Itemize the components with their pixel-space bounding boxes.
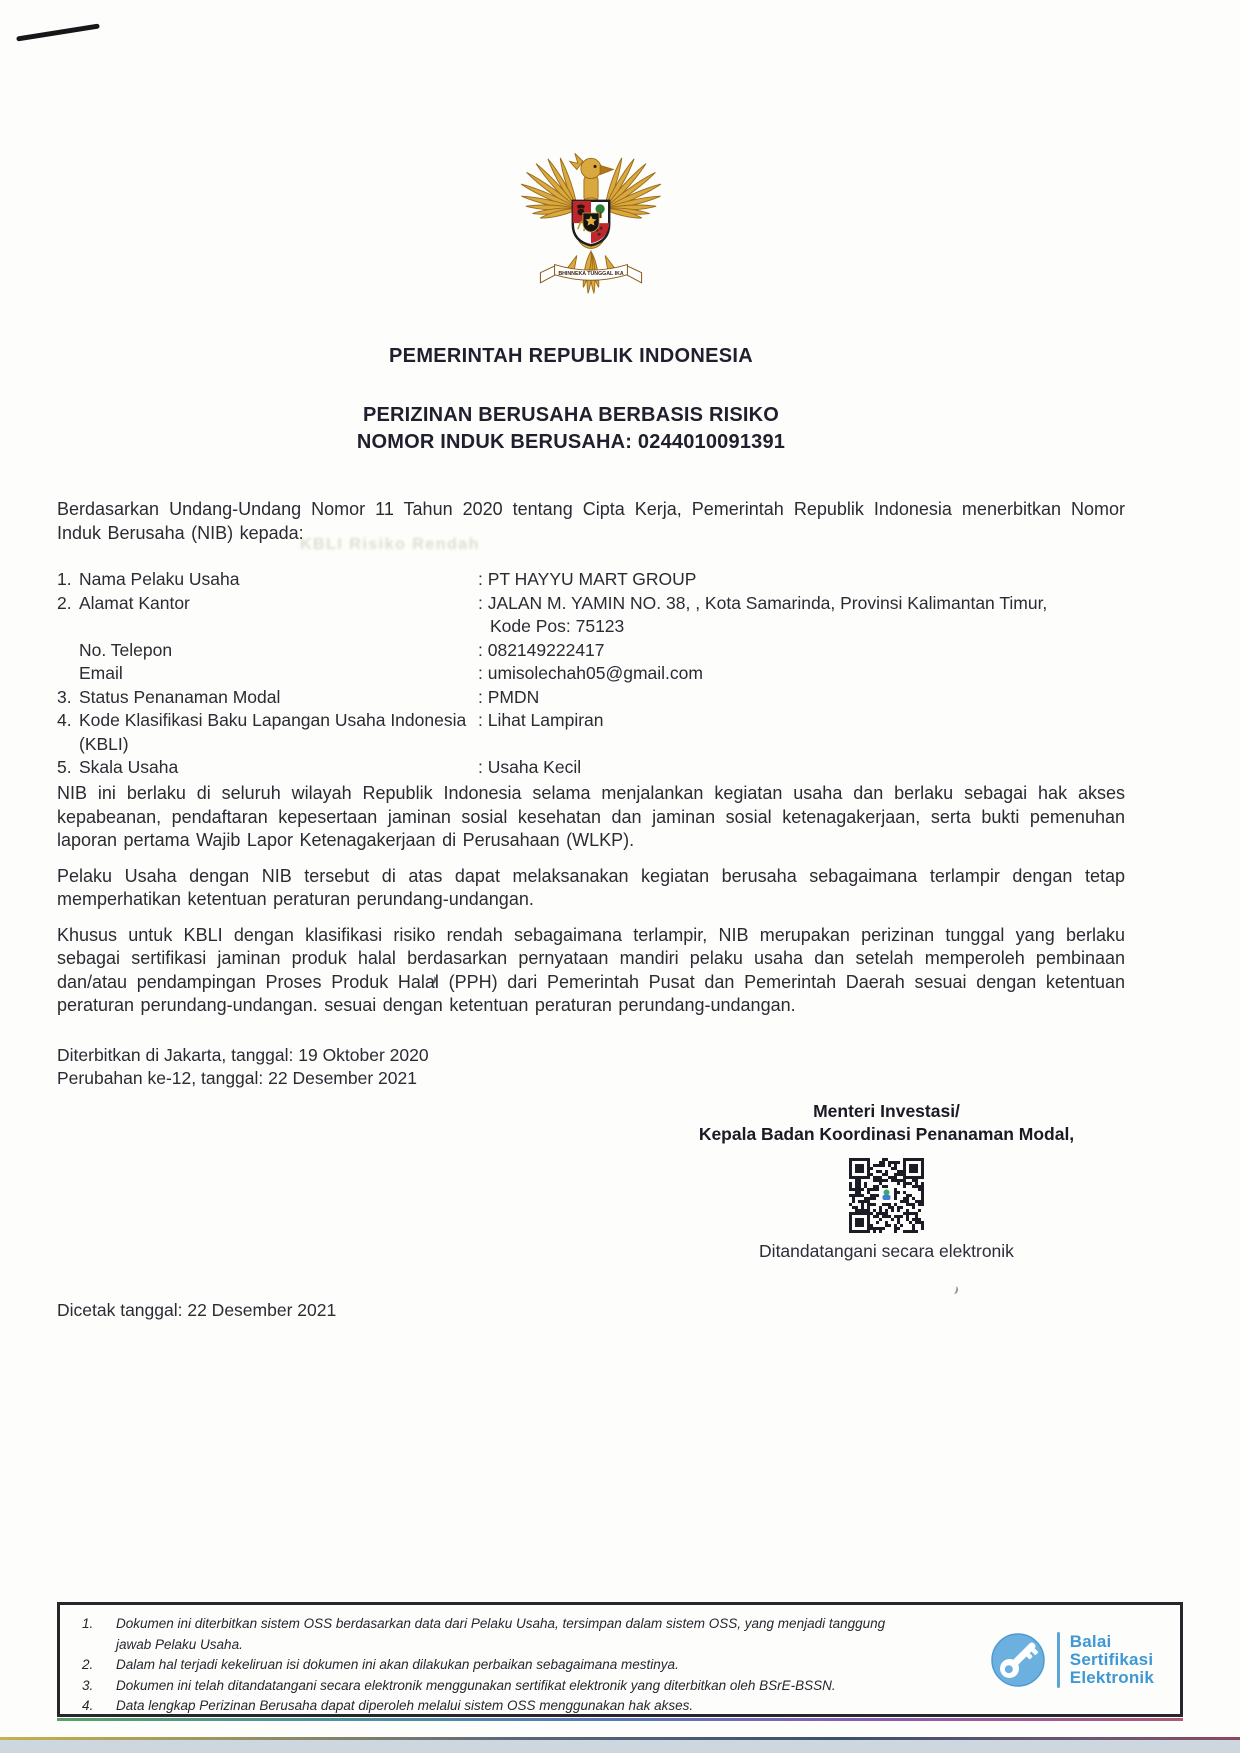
field-value: : umisolechah05@gmail.com: [478, 662, 1063, 686]
field-number: 5.: [57, 757, 72, 777]
document-title: [37, 402, 1105, 456]
document-title-line2: NOMOR INDUK BERUSAHA: 0244010091391: [356, 431, 786, 453]
government-title: PEMERINTAH REPUBLIK INDONESIA: [389, 345, 753, 367]
field-label-line2: (KBLI): [79, 733, 129, 754]
bsre-logo-line1: Balai: [1069, 1631, 1112, 1651]
pancasila-shield: [573, 201, 609, 246]
field-label: [79, 756, 478, 780]
footer-notes-list: [82, 1614, 912, 1717]
paragraph: Pelaku Usaha dengan NIB tersebut di atas dapat melaksanakan kegiatan berusaha sebagaimana terlampir dengan tetap memperhatikan ketentuan peraturan perundang-undangan.: [57, 865, 1125, 909]
electronic-signature-note: Ditandatangani secara elektronik: [759, 1241, 1014, 1261]
qr-code-icon: [849, 1158, 924, 1233]
field-label: [79, 568, 478, 592]
field-label-text: Status Penanaman Modal: [79, 686, 281, 707]
footer-note-number: 4.: [82, 1698, 94, 1713]
field-value: : 082149222417: [478, 639, 1063, 663]
field-value: : Lihat Lampiran: [478, 709, 1063, 756]
field-label-text: Skala Usaha: [79, 757, 179, 777]
bsre-logo-line2: Sertifikasi: [1069, 1649, 1154, 1669]
field-label: [79, 639, 478, 663]
field-label: [79, 592, 478, 639]
revision-line: Perubahan ke-12, tanggal: 22 Desember 2021: [57, 1068, 417, 1088]
field-label-text: Kode Klasifikasi Baku Lapangan Usaha Indonesia: [79, 710, 467, 730]
footer-note-text: Dalam hal terjadi kekeliruan isi dokumen ini akan dilakukan perbaikan sebagaimana mestinya.: [116, 1657, 679, 1672]
field-label-text: Nama Pelaku Usaha: [79, 569, 240, 589]
field-number: 2.: [57, 592, 72, 613]
printed-date-line: Dicetak tanggal: 22 Desember 2021: [57, 1300, 337, 1320]
field-number: 4.: [57, 710, 72, 730]
field-value: : JALAN M. YAMIN NO. 38, , Kota Samarinda, Provinsi Kalimantan Timur, Kode Pos: 75123: [478, 592, 1063, 639]
bsre-key-globe-icon: [989, 1631, 1047, 1689]
field-number: [57, 639, 79, 663]
field-row: [57, 662, 1125, 686]
field-value: : PMDN: [478, 686, 1063, 710]
field-value: : Usaha Kecil: [478, 756, 1063, 780]
garuda-pancasila-emblem: [57, 128, 1125, 302]
footer-note-text: Dokumen ini diterbitkan sistem OSS berdasarkan data dari Pelaku Usaha, tersimpan dalam sistem OSS, yang menjadi tanggung jawab Pelaku Usaha.: [116, 1616, 886, 1652]
bsre-logo: [989, 1631, 1154, 1689]
bsre-logo-text: [1070, 1633, 1154, 1687]
footer-note-number: 2.: [82, 1657, 94, 1672]
footer-note-number: 1.: [82, 1616, 94, 1631]
qr-code-image: [849, 1158, 924, 1233]
field-row: [57, 709, 1125, 756]
field-number: 1.: [57, 569, 72, 589]
field-label: [79, 662, 478, 686]
scan-speck-artifact: [951, 1285, 959, 1294]
signatory-title-line2: Kepala Badan Koordinasi Penanaman Modal,: [698, 1124, 1075, 1144]
scan-bottom-margin-artifact: [0, 1740, 1240, 1753]
field-number: 3.: [57, 686, 72, 707]
field-row: [57, 568, 1125, 592]
footer-note: [82, 1614, 912, 1655]
field-row: [57, 639, 1125, 663]
left-wing: [520, 157, 579, 220]
field-label-text: Email: [79, 663, 123, 683]
field-row: [57, 756, 1125, 780]
footer-note-number: 3.: [82, 1677, 94, 1693]
footer-notes-box: [57, 1602, 1183, 1717]
paragraph: NIB ini berlaku di seluruh wilayah Republik Indonesia selama menjalankan kegiatan usaha dan berlaku sebagai hak akses kepabeanan, pendaftaran kepesertaan jaminan sosial kesehatan dan jaminan sosial ketenagakerjaan, serta bukti pemenuhan laporan pertama Wajib Lapor Ketenagakerjaan di Perusahaan (WLKP).: [57, 783, 1125, 850]
field-number: [57, 662, 79, 686]
issued-line: Diterbitkan di Jakarta, tanggal: 19 Oktober 2020: [57, 1044, 429, 1065]
field-value: : PT HAYYU MART GROUP: [478, 568, 1063, 592]
field-label: [79, 709, 478, 756]
paragraph-list: [57, 782, 1125, 1018]
bsre-logo-line3: Elektronik: [1069, 1667, 1154, 1687]
field-row: [57, 592, 1125, 639]
footer-note: [82, 1676, 912, 1697]
field-list: [57, 568, 1125, 780]
body-paragraphs: [57, 782, 1125, 1091]
logo-separator: [1057, 1632, 1060, 1688]
scan-pen-stroke-artifact: [16, 23, 100, 41]
intro-paragraph: Berdasarkan Undang-Undang Nomor 11 Tahun 2020 tentang Cipta Kerja, Pemerintah Republik Indonesia menerbitkan Nomor Induk Berusaha (NIB) kepada:: [57, 499, 1125, 543]
garuda-icon: [510, 128, 672, 302]
footer-note: [82, 1696, 912, 1717]
paragraph: Khusus untuk KBLI dengan klasifikasi risiko rendah sebagaimana terlampir, NIB merupakan perizinan tunggal yang berlaku sebagai sertifikasi jaminan produk halal berdasarkan pernyataan mandiri pelaku usaha dan setelah memperoleh pembinaan dan/atau pendampingan Proses Produk Halal (PPH) dari Pemerintah Pusat dan Pemerintah Daerah sesuai dengan ketentuan peraturan perundang-undangan. sesuai dengan ketentuan peraturan perundang-undangan.: [57, 924, 1125, 1015]
issued-block: [57, 1044, 1125, 1091]
field-label-text: No. Telepon: [79, 639, 173, 660]
signature-block: [610, 1100, 1163, 1262]
document-title-line1: PERIZINAN BERUSAHA BERBASIS RISIKO: [362, 404, 780, 426]
field-label-text: Alamat Kantor: [79, 592, 190, 613]
signatory-title-line1: Menteri Investasi/: [813, 1101, 960, 1121]
field-label: [79, 686, 478, 710]
scan-ghost-text-artifact: KBLI Risiko Rendah: [300, 536, 480, 553]
right-wing: [603, 157, 662, 220]
motto-text: BHINNEKA TUNGGAL IKA: [558, 271, 624, 278]
field-row: [57, 686, 1125, 710]
footer-note-text: Dokumen ini telah ditandatangani secara elektronik menggunakan sertifikat elektronik yang diterbitkan oleh BSrE-BSSN.: [116, 1677, 836, 1693]
footer-note: [82, 1655, 912, 1676]
footer-note-text: Data lengkap Perizinan Berusaha dapat diperoleh melalui sistem OSS menggunakan hak akses.: [116, 1698, 694, 1713]
